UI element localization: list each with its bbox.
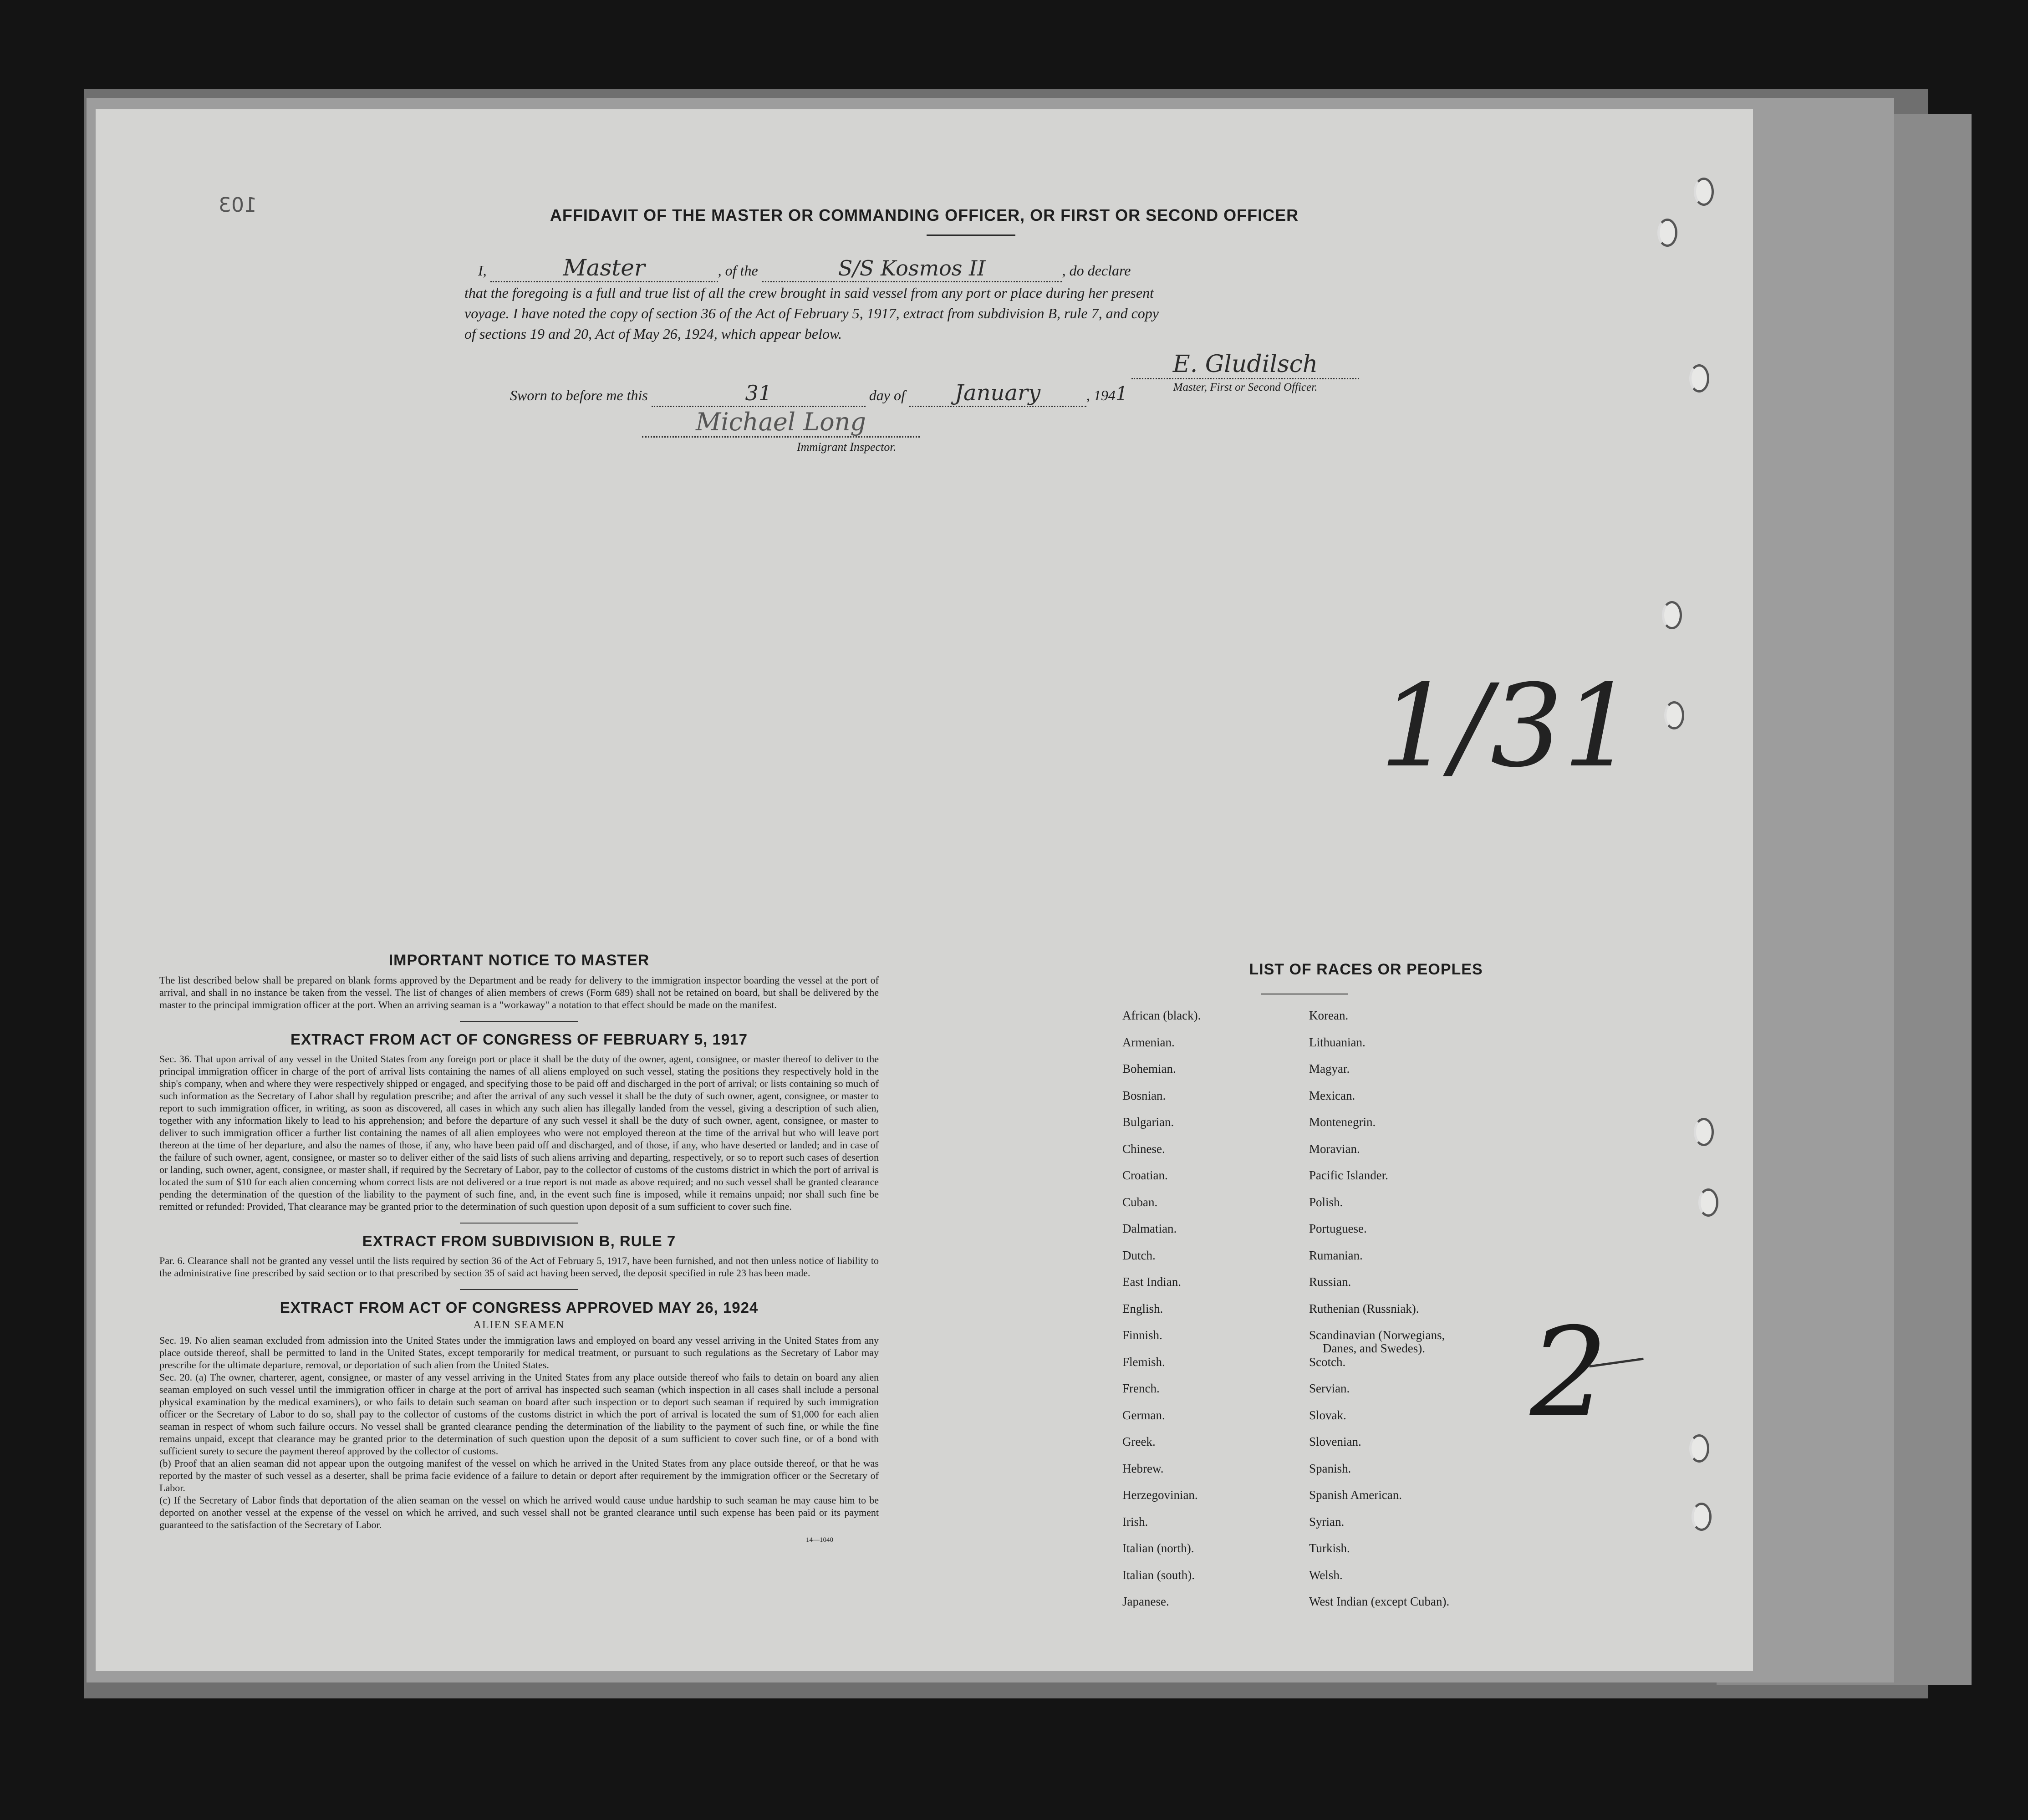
sworn-month: January (954, 380, 1041, 406)
rank-field (490, 257, 718, 282)
race-left-item: Italian (north). (1122, 1541, 1194, 1555)
race-right-item: Pacific Islander. (1309, 1168, 1388, 1182)
race-left-item: Flemish. (1122, 1355, 1165, 1369)
affidavit-title: AFFIDAVIT OF THE MASTER OR COMMANDING OFFICER, OR FIRST OR SECOND OFFICER (550, 206, 1299, 224)
of-the-label: , of the (718, 262, 758, 279)
race-right-item: Turkish. (1309, 1541, 1350, 1555)
affidavit-body-3: of sections 19 and 20, Act of May 26, 1924, which appear below. (464, 326, 842, 342)
race-right-item: Korean. (1309, 1009, 1349, 1022)
section-rule (460, 1021, 578, 1022)
corner-page-number: 103 (219, 194, 257, 217)
day-of-label: day of (869, 387, 905, 403)
binder-hole (1698, 1188, 1718, 1217)
extract-rule7-title: EXTRACT FROM SUBDIVISION B, RULE 7 (362, 1233, 676, 1249)
master-signature-field (1131, 351, 1359, 379)
sworn-month-field (909, 382, 1086, 407)
page-number-annotation: 2 (1530, 1301, 1608, 1444)
race-right-item: Moravian. (1309, 1142, 1360, 1156)
race-left-item: Dalmatian. (1122, 1222, 1177, 1235)
binder-hole (1694, 178, 1714, 206)
race-left-item: Dutch. (1122, 1249, 1156, 1262)
race-right-item: Portuguese. (1309, 1222, 1367, 1235)
extract-1917-text: Sec. 36. That upon arrival of any vessel in the United States from any foreign port or place it shall be the duty of the owner, agent, consignee, or master thereof to deliver to the principal immigration officer in charge of the port of arrival lists containing the names of all aliens employed on such vessel, stating the positions they respectively hold in the ship's company, when and where they were respectively shipped or engaged, and specifying those to be paid off and discharged in the port of arrival; or lists containing so much of such information as the Secretary of Labor shall by regulation prescribe; and after the arrival of any such vessel it shall be the duty of such owner, agent, consignee, or master to report to such immigration officer, in writing, as soon as discovered, all cases in which any such alien has illegally landed from the vessel, giving a description of such alien, together with any information likely to lead to his apprehension; and before the departure of any such vessel it shall be the duty of such owner, agent, consignee, or master to deliver to such immigration officer a further list containing the names of all alien employees who were not employed thereon at the time of the arrival but who will leave port thereon at the time of her departure, and also the names of those, if any, who have been paid off and discharged, and of those, if any, who have deserted or landed; and in case of the failure of such owner, agent, consignee, or master so to deliver either of the said lists of such aliens arriving and departing, respectively, or so to report such cases of desertion or landing, such owner, agent, consignee, or master shall, if required by the Secretary of Labor, pay to the collector of customs of the customs district in which the port of arrival is located the sum of $10 for each alien concerning whom correct lists are not delivered or a true report is not made as above required; and no such vessel shall be granted clearance pending the determination of the question of the liability to the payment of such fine, and, in the event such fine is imposed, while it remains unpaid; nor shall such fine be remitted or refunded: Provided, That clearance may be granted prior to the determination of such question upon deposit of a sum sufficient to cover such fine. (159, 1053, 879, 1212)
binder-hole (1657, 219, 1677, 247)
race-right-item: Ruthenian (Russniak). (1309, 1302, 1419, 1315)
race-right-item: Mexican. (1309, 1089, 1355, 1102)
notice-column (159, 952, 879, 1544)
race-left-item: French. (1122, 1382, 1160, 1395)
inspector-signature: Michael Long (696, 408, 866, 436)
race-right-item: Slovak. (1309, 1408, 1346, 1422)
race-left-item: Bulgarian. (1122, 1115, 1174, 1129)
sworn-year: 1 (1115, 382, 1128, 405)
binder-hole (1694, 1118, 1714, 1146)
inspector-signature-field (642, 408, 920, 438)
master-signature: E. Gludilsch (1172, 351, 1318, 378)
race-left-item: Finnish. (1122, 1328, 1162, 1342)
binder-hole (1692, 1503, 1712, 1531)
race-right-item: Syrian. (1309, 1515, 1345, 1529)
races-list (1122, 1009, 1600, 1637)
race-left-item: Bohemian. (1122, 1062, 1176, 1076)
vessel-handwritten: S/S Kosmos II (838, 256, 986, 280)
race-right-item: Spanish American. (1309, 1488, 1402, 1502)
race-left-item: English. (1122, 1302, 1163, 1315)
race-left-item: Greek. (1122, 1435, 1156, 1448)
i-label: I, (478, 262, 487, 279)
race-right-item: Servian. (1309, 1382, 1350, 1395)
race-right-item: Russian. (1309, 1275, 1351, 1289)
binder-hole (1664, 701, 1684, 729)
affidavit-page (96, 109, 1753, 1671)
notice-title: IMPORTANT NOTICE TO MASTER (388, 952, 650, 969)
date-annotation: 1/31 (1380, 660, 1636, 792)
do-declare-label: , do declare (1062, 262, 1131, 279)
binder-hole (1662, 601, 1682, 629)
extract-1917-title: EXTRACT FROM ACT OF CONGRESS OF FEBRUARY 5, 1917 (290, 1031, 748, 1048)
race-left-item: Herzegovinian. (1122, 1488, 1198, 1502)
race-right-item: Magyar. (1309, 1062, 1350, 1076)
extract-1924-sec19: Sec. 19. No alien seaman excluded from admission into the United States under the immigration laws and employed on board any vessel arriving in the United States from any place outside thereof, shall be permitted to land in the United States, except temporarily for medical treatment, or pursuant to such regulations as the Secretary of Labor may prescribe for the ultimate departure, removal, or deportation of such alien from the United States. (159, 1335, 879, 1371)
race-left-item: Bosnian. (1122, 1089, 1166, 1102)
master-signature-block (1125, 351, 1366, 394)
binder-hole (1689, 1434, 1709, 1463)
sworn-label: Sworn to before me this (510, 387, 648, 403)
extract-rule7-text: Par. 6. Clearance shall not be granted any vessel until the lists required by section 36 of the Act of February 5, 1917, have been furnished, and not then unless notice of liability to the administrative fine prescribed by said section or to that prescribed by section 35 of said act having been served, the deposit specified in rule 23 has been made. (159, 1255, 879, 1279)
title-rule (927, 235, 1015, 236)
race-right-item: West Indian (except Cuban). (1309, 1595, 1450, 1608)
inspector-caption: Immigrant Inspector. (797, 440, 897, 454)
binder-hole (1689, 364, 1709, 393)
race-right-item: Polish. (1309, 1195, 1343, 1209)
affidavit-body-1: that the foregoing is a full and true list of all the crew brought in said vessel from any port or place during her present (464, 285, 1154, 301)
race-right-item: Montenegrin. (1309, 1115, 1376, 1129)
extract-1924-sec20b: (b) Proof that an alien seaman did not appear upon the outgoing manifest of the vessel on which he arrived in the United States from any place outside thereof, or that he was reported by the master of such vessel as a deserter, shall be prima facie evidence of a failure to detain or deport after requirement by the immigration officer or the Secretary of Labor. (159, 1458, 879, 1494)
section-rule (460, 1289, 578, 1290)
form-number: 14—1040 (806, 1536, 833, 1544)
affidavit-declaration-line (478, 257, 1507, 282)
race-right-item: Spanish. (1309, 1462, 1351, 1475)
notice-text: The list described below shall be prepared on blank forms approved by the Department and be ready for delivery to the immigration inspector boarding the vessel at the port of arrival, and shall in no instance be taken from the vessel. The list of changes of alien members of crews (Form 689) shall not be retained on board, but shall be delivered by the master to the principal immigration officer at the port. When an arriving seaman is a "workaway" a notation to that effect should be made on the manifest. (159, 974, 879, 1010)
race-left-item: East Indian. (1122, 1275, 1181, 1289)
race-left-item: African (black). (1122, 1009, 1201, 1022)
rank-handwritten: Master (563, 255, 645, 281)
race-left-item: Croatian. (1122, 1168, 1168, 1182)
race-left-item: Japanese. (1122, 1595, 1169, 1608)
race-left-item: Armenian. (1122, 1035, 1175, 1049)
race-left-item: Cuban. (1122, 1195, 1158, 1209)
race-right-item: Welsh. (1309, 1568, 1343, 1582)
master-signature-caption: Master, First or Second Officer. (1173, 381, 1318, 393)
race-left-item: Irish. (1122, 1515, 1148, 1529)
race-right-item: Lithuanian. (1309, 1035, 1366, 1049)
race-right-item: Scandinavian (Norwegians, (1309, 1328, 1445, 1342)
race-left-item: German. (1122, 1408, 1165, 1422)
race-left-item: Italian (south). (1122, 1568, 1195, 1582)
race-right-item: Scotch. (1309, 1355, 1346, 1369)
race-left-item: Hebrew. (1122, 1462, 1164, 1475)
race-left-item: Chinese. (1122, 1142, 1165, 1156)
year-prefix: , 194 (1086, 387, 1116, 403)
sworn-day-field (652, 382, 866, 407)
race-right-item: Rumanian. (1309, 1249, 1363, 1262)
races-title: LIST OF RACES OR PEOPLES (1249, 961, 1483, 978)
extract-1924-subtitle: ALIEN SEAMEN (473, 1319, 565, 1331)
sworn-day: 31 (745, 381, 772, 405)
vessel-field (762, 258, 1062, 282)
sworn-line (510, 382, 1128, 407)
inspector-signature-block (642, 408, 924, 454)
extract-1924-title: EXTRACT FROM ACT OF CONGRESS APPROVED MAY 26, 1924 (280, 1299, 759, 1316)
section-rule (460, 1223, 578, 1224)
race-right-item-continuation: Danes, and Swedes). (1323, 1341, 1425, 1355)
extract-1924-sec20c: (c) If the Secretary of Labor finds that deportation of the alien seaman on the vessel on which he arrived would cause undue hardship to such seaman he may cause him to be deported on another vessel at the expense of the vessel on which he arrived, and such vessel shall not be granted clearance until such expense has been paid or its payment guaranteed to the satisfaction of the Secretary of Labor. (159, 1494, 879, 1530)
affidavit-body-2: voyage. I have noted the copy of section 36 of the Act of February 5, 1917, extract from subdivision B, rule 7, and copy (464, 305, 1159, 321)
extract-1924-sec20a: Sec. 20. (a) The owner, charterer, agent, consignee, or master of any vessel arriving in the United States from any place outside thereof who fails to detain on board any alien seaman employed on such vessel until the immigration officer in charge at the port of arrival has inspected such seaman (which inspection in all cases shall include a personal physical examination by the medical examiners), or who fails to detain such seaman on board after such inspection or to deport such seaman if required by such immigration officer or the Secretary of Labor to do so, shall pay to the collector of customs of the customs district in which the port of arrival is located the sum of $1,000 for each alien seaman in respect of whom such failure occurs. No vessel shall be granted clearance pending the determination of the liability to the payment of such fine, or while the fine remains unpaid, except that clearance may be granted prior to the determination of such question upon the deposit of a sum sufficient to cover such fine, or of a bond with sufficient surety to secure the payment thereof approved by the collector of customs. (159, 1371, 879, 1457)
race-right-item: Slovenian. (1309, 1435, 1361, 1448)
